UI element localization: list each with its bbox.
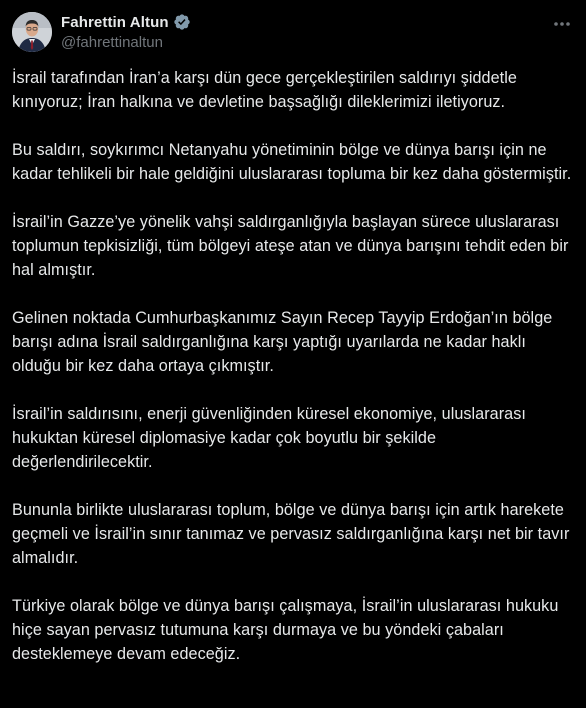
- tweet-header: [12, 11, 574, 53]
- more-options-icon[interactable]: [552, 14, 572, 34]
- verified-badge-icon[interactable]: [173, 13, 191, 31]
- avatar[interactable]: [12, 12, 52, 52]
- author-names: [61, 12, 191, 53]
- tweet-text: [12, 66, 574, 666]
- tweet-paragraph-7: Türkiye olarak bölge ve dünya barışı çalışmaya, İsrail’in uluslararası hukuku hiçe sayan pervasız tutumuna karşı durmaya ve bu yöndeki çabaları desteklemeye devam edeceğiz.: [12, 597, 559, 663]
- tweet-paragraph-5: İsrail’in saldırısını, enerji güvenliğinden küresel ekonomiye, uluslararası hukuktan küresel diplomasiye kadar çok boyutlu bir şekilde değerlendirilecektir.: [12, 405, 526, 471]
- tweet-paragraph-2: Bu saldırı, soykırımcı Netanyahu yönetiminin bölge ve dünya barışı için ne kadar tehlikeli bir hale geldiğini uluslararası topluma bir kez daha göstermiştir.: [12, 141, 572, 183]
- avatar-portrait-icon: [12, 12, 52, 52]
- name-row: [61, 12, 191, 33]
- tweet-paragraph-1: İsrail tarafından İran’a karşı dün gece gerçekleştirilen saldırıyı şiddetle kınıyoruz; İran halkına ve devletine başsağlığı dileklerimizi iletiyoruz.: [12, 69, 517, 111]
- tweet-paragraph-4: Gelinen noktada Cumhurbaşkanımız Sayın Recep Tayyip Erdoğan’ın bölge barışı adına İsrail saldırganlığına karşı yaptığı uyarılarda ne kadar haklı olduğu bir kez daha ortaya çıkmıştır.: [12, 309, 553, 375]
- tweet-paragraph-3: İsrail’in Gazze’ye yönelik vahşi saldırganlığıyla başlayan sürece uluslararası toplumun tepkisizliği, tüm bölgeyi ateşe atan ve dünya barışını tehdit eden bir hal almıştır.: [12, 213, 569, 279]
- tweet-paragraph-6: Bununla birlikte uluslararası toplum, bölge ve dünya barışı için artık harekete geçmeli ve İsrail’in sınır tanımaz ve pervasız saldırganlığına karşı net bir tavır almalıdır.: [12, 501, 570, 567]
- author-handle[interactable]: @fahrettinaltun: [61, 33, 163, 51]
- author-display-name[interactable]: Fahrettin Altun: [61, 13, 169, 31]
